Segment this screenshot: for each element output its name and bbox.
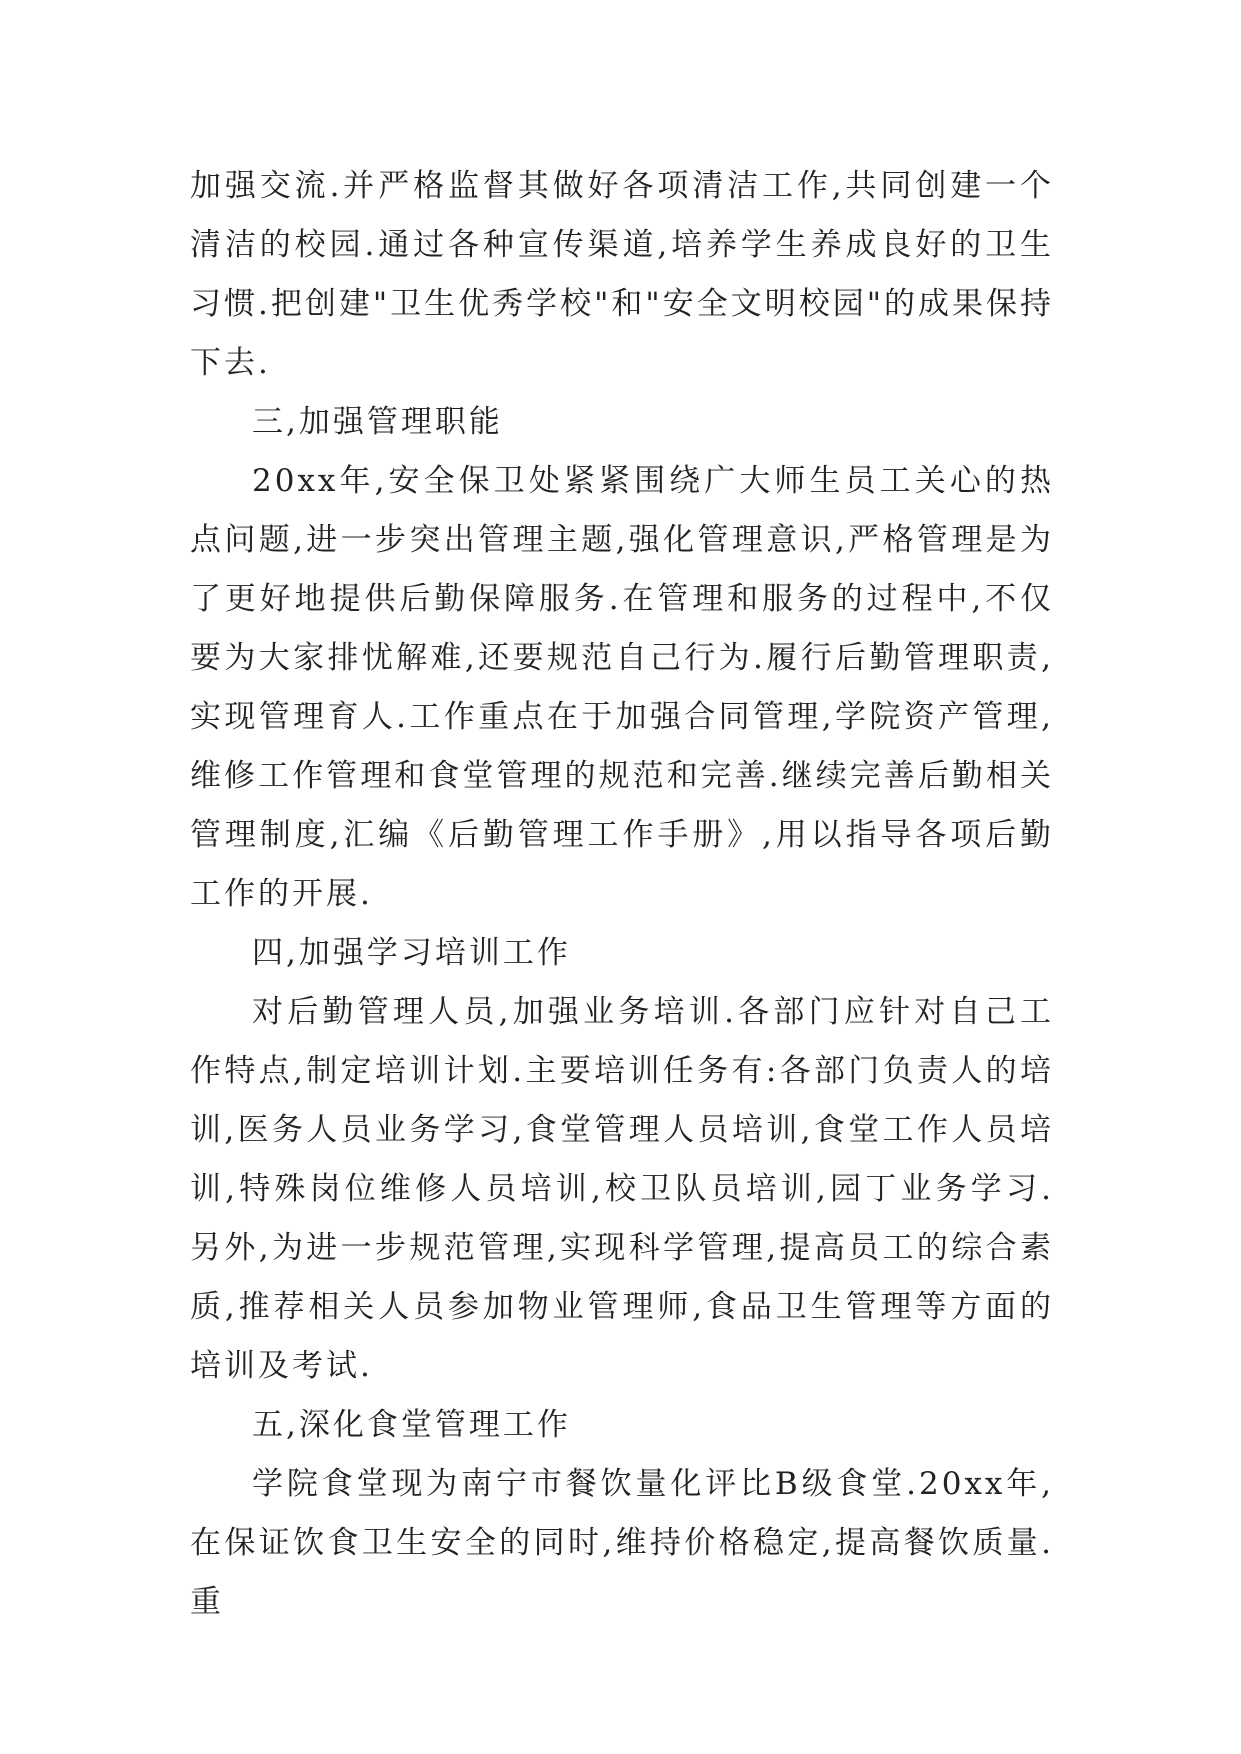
- paragraph-cleaning-continued: 加强交流.并严格监督其做好各项清洁工作,共同创建一个清洁的校园.通过各种宣传渠道,培养学生养成良好的卫生习惯.把创建"卫生优秀学校"和"安全文明校园"的成果保持下去.: [190, 168, 1054, 381]
- document-body: [190, 157, 1054, 1632]
- paragraph-management: 20xx年,安全保卫处紧紧围绕广大师生员工关心的热点问题,进一步突出管理主题,强化管理意识,严格管理是为了更好地提供后勤保障服务.在管理和服务的过程中,不仅要为大家排忧解难,还要规范自己行为.履行后勤管理职责,实现管理育人.工作重点在于加强合同管理,学院资产管理,维修工作管理和食堂管理的规范和完善.继续完善后勤相关管理制度,汇编《后勤管理工作手册》,用以指导各项后勤工作的开展.: [190, 463, 1054, 912]
- section-heading-training: 四,加强学习培训工作: [252, 935, 571, 971]
- paragraph-canteen: 学院食堂现为南宁市餐饮量化评比B级食堂.20xx年,在保证饮食卫生安全的同时,维持价格稳定,提高餐饮质量.重: [190, 1466, 1054, 1620]
- section-heading-management: 三,加强管理职能: [252, 404, 503, 440]
- section-heading-canteen: 五,深化食堂管理工作: [252, 1407, 571, 1443]
- paragraph-training: 对后勤管理人员,加强业务培训.各部门应针对自己工作特点,制定培训计划.主要培训任务有:各部门负责人的培训,医务人员业务学习,食堂管理人员培训,食堂工作人员培训,特殊岗位维修人员培训,校卫队员培训,园丁业务学习.另外,为进一步规范管理,实现科学管理,提高员工的综合素质,推荐相关人员参加物业管理师,食品卫生管理等方面的培训及考试.: [190, 994, 1054, 1384]
